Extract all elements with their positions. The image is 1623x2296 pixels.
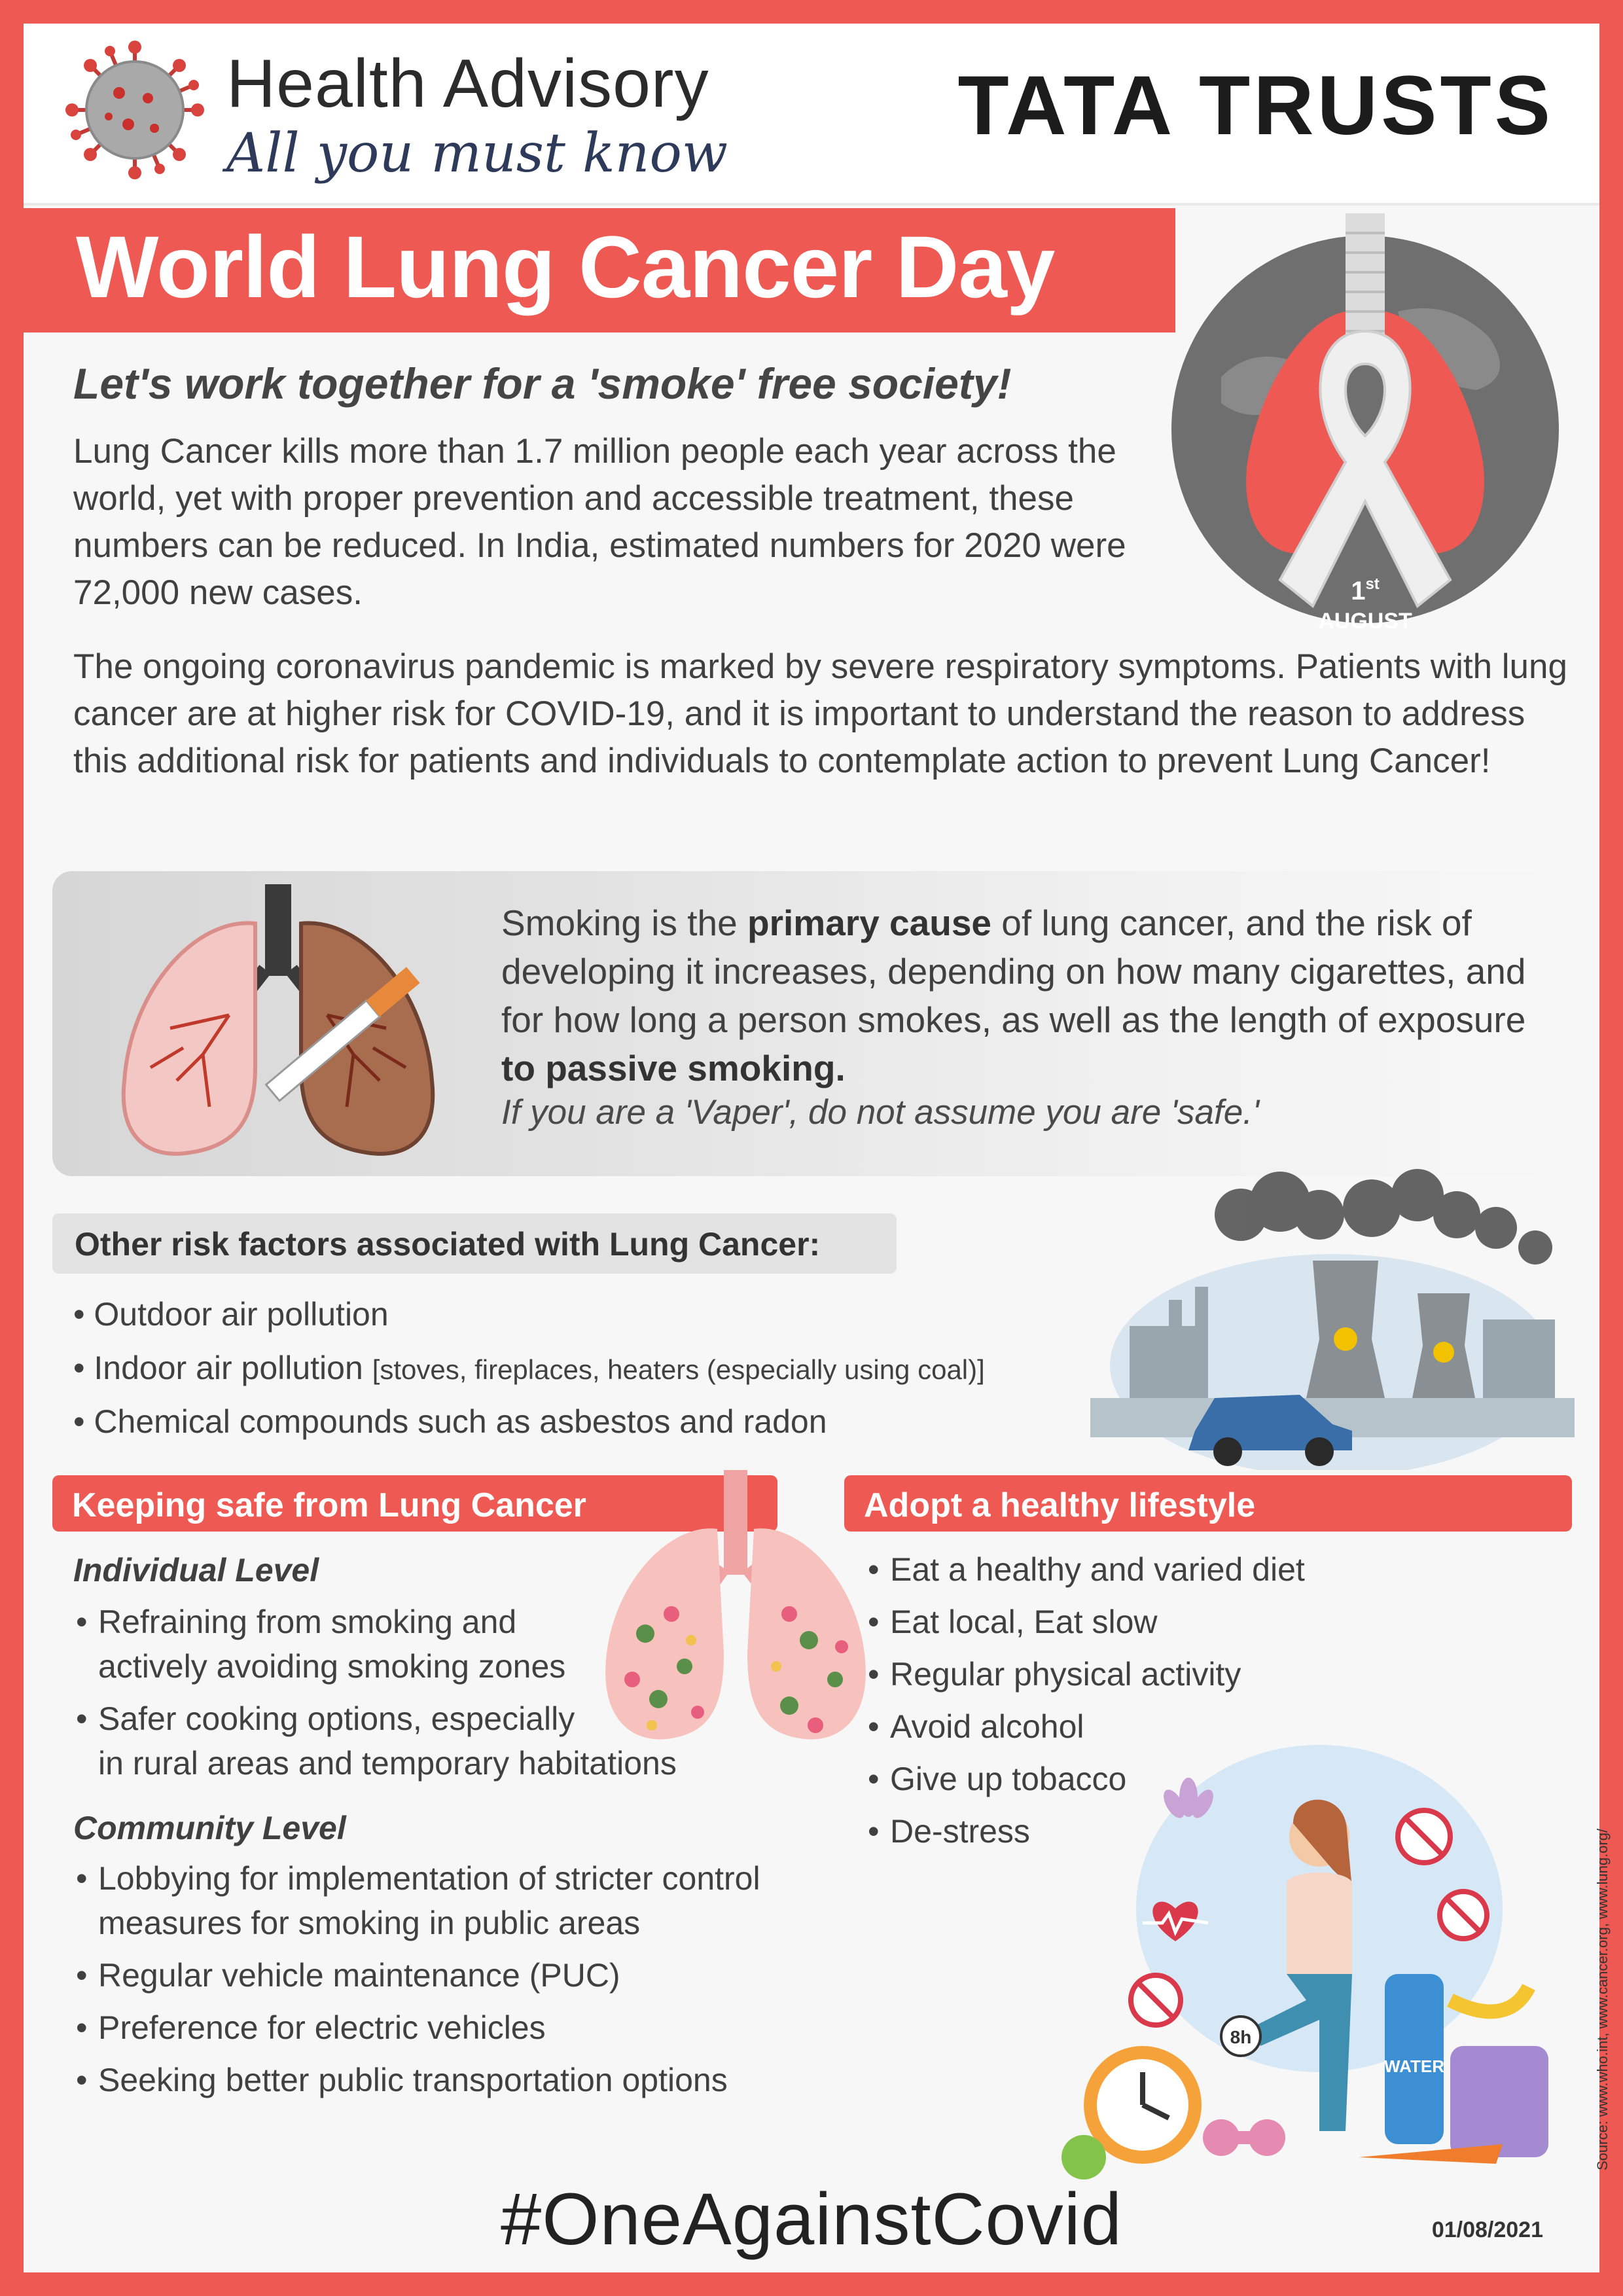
publish-date: 01/08/2021 xyxy=(1431,2217,1543,2242)
risk-factors-heading: Other risk factors associated with Lung Cancer: xyxy=(75,1226,821,1263)
brand-block xyxy=(226,46,728,185)
lifestyle-heading: Adopt a healthy lifestyle xyxy=(864,1486,1256,1524)
community-level-heading: Community Level xyxy=(73,1810,346,1846)
list-item: • Regular physical activity xyxy=(865,1652,1305,1696)
dumbbell-icon xyxy=(1203,2119,1285,2156)
no-alcohol-icon xyxy=(1131,1975,1181,2025)
emblem-day: 1st xyxy=(1351,575,1380,605)
list-item: • Safer cooking options, especially in rural areas and temporary habitations xyxy=(73,1696,677,1785)
individual-level-heading: Individual Level xyxy=(73,1552,319,1588)
brand-title: Health Advisory xyxy=(226,46,709,122)
source-note: Source: www.who.int, www.cancer.org, www.lung.org/ xyxy=(1594,1828,1611,2170)
smoking-text: Smoking is the primary cause of lung cancer, and the risk of developing it increases, depending on how many cigarettes, and for how long a person smokes, as well as the length of exposure to passive smoking. xyxy=(501,903,1526,1088)
risk-factors-list xyxy=(73,1295,985,1456)
scale-icon xyxy=(1450,2046,1548,2157)
list-item: • Seeking better public transportation options xyxy=(73,2058,760,2102)
tagline: Let's work together for a 'smoke' free society! xyxy=(73,359,1012,408)
intro-paragraph: Lung Cancer kills more than 1.7 million people each year across the world, yet with proper prevention and accessible treatment, these numbers can be reduced. In India, estimated numbers for 2020 were 72,000 new cases. xyxy=(73,432,1126,612)
risk-factors-heading-box xyxy=(52,1213,897,1274)
healthy-lifestyle-illustration xyxy=(1044,1738,1568,2183)
list-item: • Avoid alcohol xyxy=(865,1704,1305,1749)
covid-paragraph: The ongoing coronavirus pandemic is marked by severe respiratory symptoms. Patients with lung cancer are at higher risk for COVID-19, and it is important to understand the reason to address this additional risk for patients and individuals to contemplate action to prevent Lung Cancer! xyxy=(73,647,1567,780)
list-item: • Indoor air pollution [stoves, fireplaces, heaters (especially using coal)] xyxy=(73,1350,985,1386)
main-title: World Lung Cancer Day xyxy=(76,219,1055,316)
list-item: • Give up tobacco xyxy=(865,1757,1305,1801)
carrot-icon xyxy=(1359,2144,1503,2164)
apple-icon xyxy=(1061,2135,1106,2179)
sleep-badge xyxy=(1221,2017,1260,2056)
list-item: • Chemical compounds such as asbestos and radon xyxy=(73,1403,827,1440)
list-item: • Regular vehicle maintenance (PUC) xyxy=(73,1953,760,1998)
vaper-warning: If you are a 'Vaper', do not assume you are 'safe.' xyxy=(501,1093,1260,1132)
advisory-page xyxy=(24,24,1611,2272)
lifestyle-heading-bar xyxy=(844,1475,1572,1532)
smoker-lungs-illustration xyxy=(98,884,465,1166)
organization-logo-text: TATA TRUSTS xyxy=(957,59,1554,152)
brand-subtitle: All you must know xyxy=(226,122,728,185)
list-item: • Lobbying for implementation of stricter control measures for smoking in public areas xyxy=(73,1856,760,1945)
list-item: • Refraining from smoking and actively avoiding smoking zones xyxy=(73,1600,677,1689)
svg-text:8h: 8h xyxy=(1230,2027,1252,2047)
list-item: • Preference for electric vehicles xyxy=(73,2005,760,2050)
water-bottle-icon xyxy=(1384,1974,1444,2144)
emblem-month: AUGUST xyxy=(1318,609,1412,634)
list-item: • Outdoor air pollution xyxy=(73,1296,389,1333)
keeping-safe-heading: Keeping safe from Lung Cancer xyxy=(72,1486,586,1524)
list-item: • Eat a healthy and varied diet xyxy=(865,1547,1305,1592)
no-smoking-icon xyxy=(1398,1810,1450,1863)
hashtag: #OneAgainstCovid xyxy=(501,2178,1122,2260)
pollution-factory-illustration xyxy=(1090,1169,1575,1470)
no-fastfood-icon xyxy=(1440,1892,1487,1939)
floral-lungs-illustration xyxy=(593,1470,881,1758)
individual-level-list xyxy=(73,1600,677,1793)
svg-text:WATER: WATER xyxy=(1384,2056,1444,2076)
title-band xyxy=(24,208,1175,332)
header xyxy=(24,24,1599,206)
lung-ribbon-emblem xyxy=(1149,213,1581,645)
list-item: • De-stress xyxy=(865,1809,1305,1854)
smoking-info-box xyxy=(52,871,1569,1176)
coronavirus-icon xyxy=(63,38,207,182)
list-item: • Eat local, Eat slow xyxy=(865,1600,1305,1644)
community-level-list xyxy=(73,1856,760,2110)
